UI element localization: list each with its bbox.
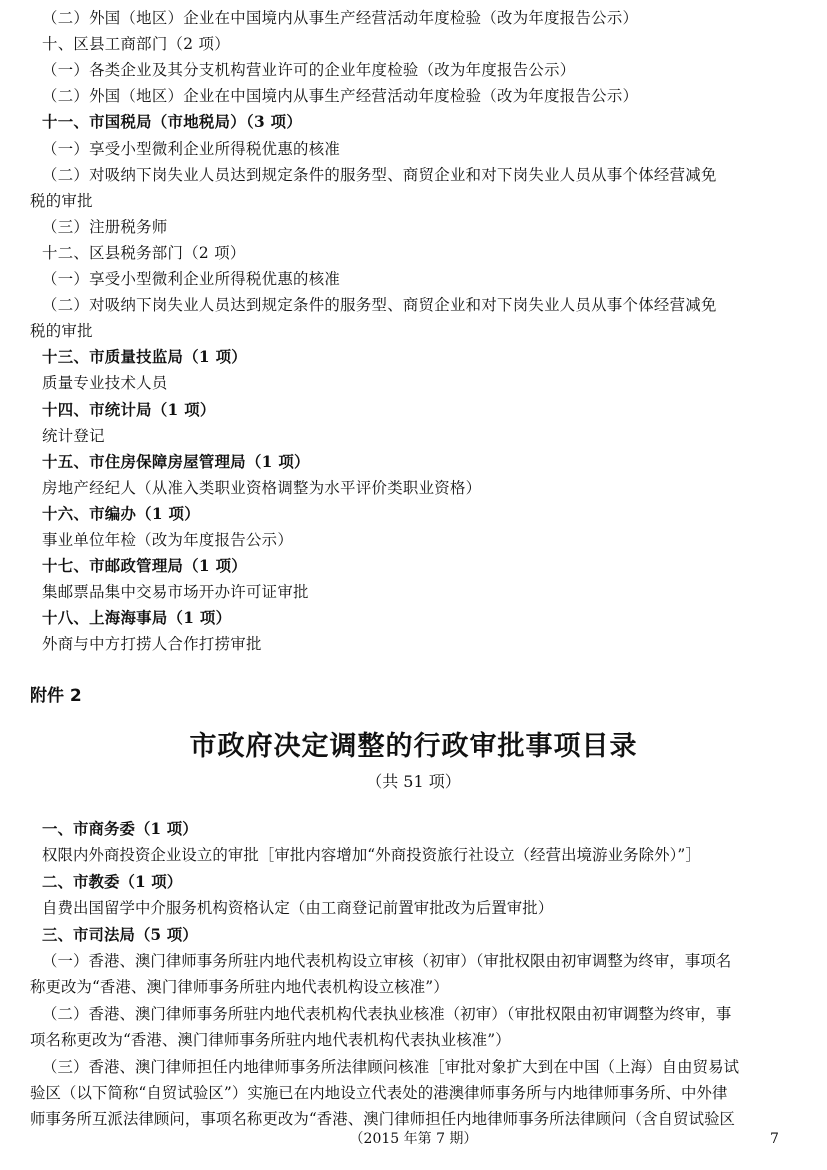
- text-line: 自费出国留学中介服务机构资格认定（由工商登记前置审批改为后置审批）: [42, 899, 554, 918]
- text-line: （一）香港、澳门律师事务所驻内地代表机构设立审核（初审）（审批权限由初审调整为终审，事项名: [42, 952, 732, 970]
- document-title: 市政府决定调整的行政审批事项目录: [189, 731, 638, 762]
- text-line: 统计登记: [42, 426, 105, 445]
- text-line: 十三、市质量技监局（1 项）: [42, 348, 247, 367]
- text-line: 十六、市编办（1 项）: [42, 504, 200, 523]
- text-line: 事业单位年检（改为年度报告公示）: [42, 531, 294, 549]
- text-line: （一）享受小型微利企业所得税优惠的核准: [42, 270, 341, 288]
- text-line: 十四、市统计局（1 项）: [42, 400, 216, 419]
- text-line: 税的审批: [30, 191, 93, 210]
- text-line: 质量专业技术人员: [42, 374, 168, 393]
- text-line: （二）外国（地区）企业在中国境内从事生产经营活动年度检验（改为年度报告公示）: [42, 87, 639, 106]
- text-line: （二）外国（地区）企业在中国境内从事生产经营活动年度检验（改为年度报告公示）: [42, 9, 639, 27]
- text-line: 验区（以下简称“自贸试验区”）实施已在内地设立代表处的港澳律师事务所与内地律师事务所、中外律: [30, 1084, 728, 1102]
- text-line: 项名称更改为“香港、澳门律师事务所驻内地代表机构代表执业核准”）: [30, 1031, 511, 1050]
- footer-issue: （2015 年第 7 期）: [349, 1131, 478, 1147]
- text-line: 十、区县工商部门（2 项）: [42, 35, 230, 54]
- annex-label: 附件 2: [30, 686, 82, 706]
- text-line: 师事务所互派法律顾问，事项名称更改为“香港、澳门律师担任内地律师事务所法律顾问（含自贸试验区: [30, 1110, 736, 1129]
- text-line: 税的审批: [30, 322, 93, 341]
- text-line: （二）香港、澳门律师事务所驻内地代表机构代表执业核准（初审）（审批权限由初审调整为终审，事: [42, 1004, 732, 1023]
- text-line: 房地产经纪人（从准入类职业资格调整为水平评价类职业资格）: [42, 478, 482, 497]
- text-line: 十八、上海海事局（1 项）: [42, 609, 232, 628]
- text-line: 外商与中方打捞人合作打捞审批: [42, 635, 262, 654]
- text-line: （三）香港、澳门律师担任内地律师事务所法律顾问核准［审批对象扩大到在中国（上海）自由贸易试: [42, 1057, 740, 1076]
- text-line: （二）对吸纳下岗失业人员达到规定条件的服务型、商贸企业和对下岗失业人员从事个体经营减免: [42, 296, 717, 315]
- text-line: （一）享受小型微利企业所得税优惠的核准: [42, 139, 341, 158]
- text-line: 三、市司法局（5 项）: [42, 925, 198, 944]
- text-line: 称更改为“香港、澳门律师事务所驻内地代表机构设立核准”）: [30, 978, 449, 997]
- text-line: 十五、市住房保障房屋管理局（1 项）: [42, 452, 310, 471]
- text-line: （二）对吸纳下岗失业人员达到规定条件的服务型、商贸企业和对下岗失业人员从事个体经营减免: [42, 165, 717, 184]
- page-number: 7: [770, 1131, 779, 1147]
- text-line: （一）各类企业及其分支机构营业许可的企业年度检验（改为年度报告公示）: [42, 61, 576, 80]
- document-subtitle: （共 51 项）: [366, 772, 461, 791]
- text-line: 十一、市国税局（市地税局）（3 项）: [42, 113, 303, 132]
- text-line: 十二、区县税务部门（2 项）: [42, 243, 246, 262]
- text-line: 二、市教委（1 项）: [42, 872, 183, 891]
- text-line: 集邮票品集中交易市场开办许可证审批: [42, 583, 309, 602]
- text-line: 十七、市邮政管理局（1 项）: [42, 557, 247, 576]
- text-line: 权限内外商投资企业设立的审批［审批内容增加“外商投资旅行社设立（经营出境游业务除外）”］: [42, 846, 701, 865]
- text-line: （三）注册税务师: [42, 217, 168, 236]
- text-line: 一、市商务委（1 项）: [42, 820, 198, 838]
